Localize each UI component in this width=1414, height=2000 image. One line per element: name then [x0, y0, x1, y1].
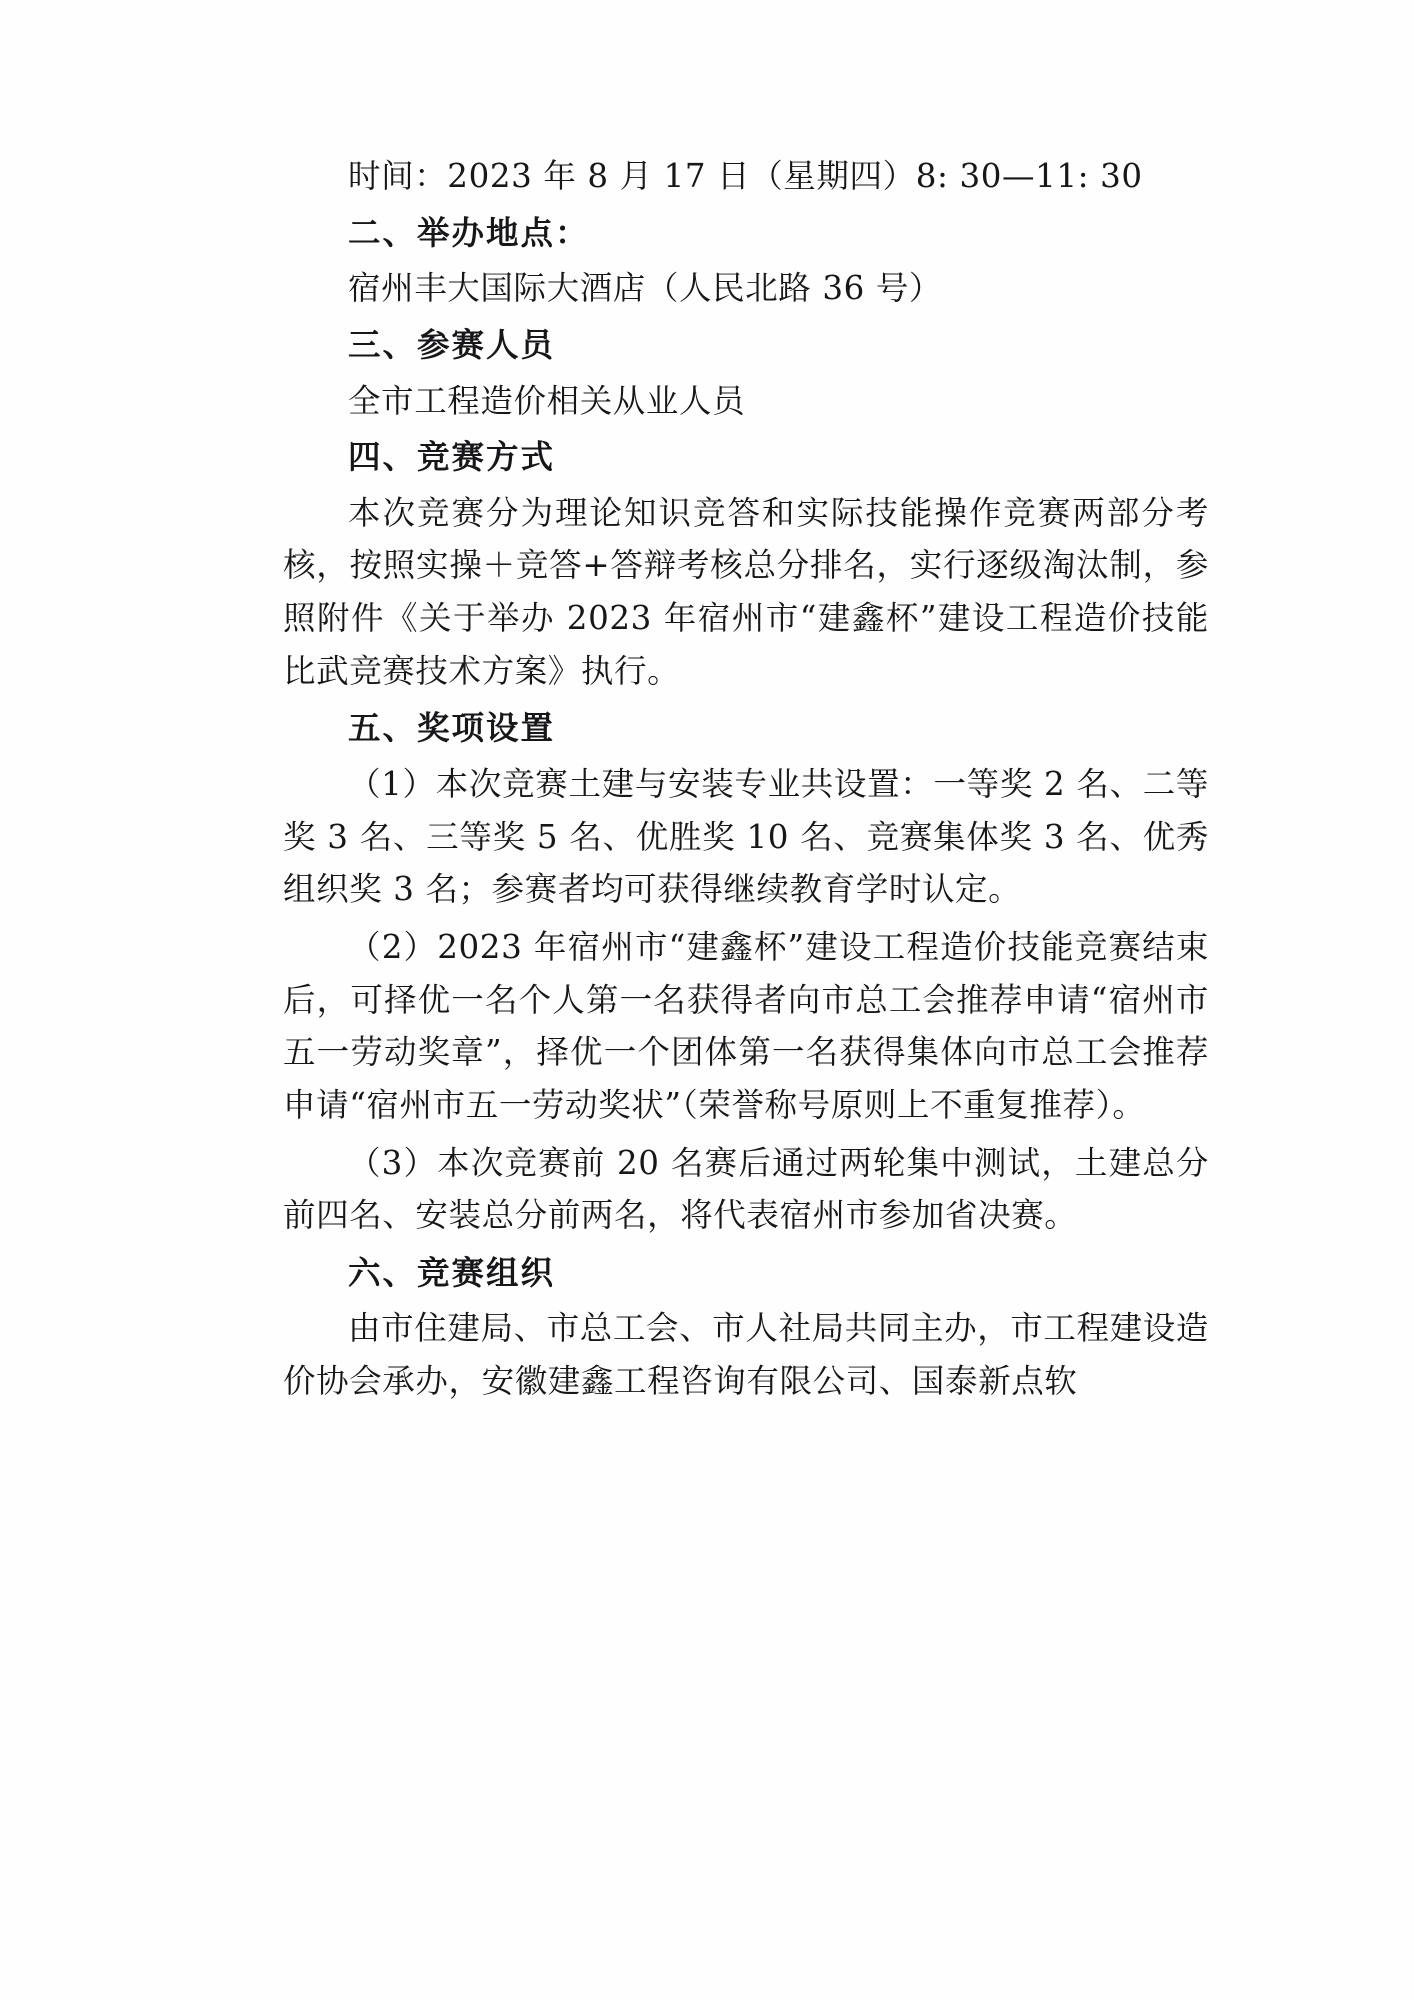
award-item-2: （2）2023 年宿州市“建鑫杯”建设工程造价技能竞赛结束后，可择优一名个人第一名获得者向市总工会推荐申请“宿州市五一劳动奖章”，择优一个团体第一名获得集体向市总工会推荐申请“宿州市五一劳动奖状”（荣誉称号原则上不重复推荐）。: [283, 927, 1209, 1124]
section-heading-participants: 三、参赛人员: [348, 324, 556, 364]
venue-text: 宿州丰大国际大酒店（人民北路 36 号）: [348, 269, 943, 308]
section-heading-method: 四、竞赛方式: [348, 437, 556, 477]
section-heading-organization: 六、竞赛组织: [348, 1252, 556, 1292]
award-item-3: （3）本次竞赛前 20 名赛后通过两轮集中测试，土建总分前四名、安装总分前两名，将代表宿州市参加省决赛。: [283, 1143, 1209, 1235]
participants-text: 全市工程造价相关从业人员: [348, 381, 746, 420]
section-heading-awards: 五、奖项设置: [348, 708, 556, 748]
document-body: [283, 150, 1209, 1408]
organization-paragraph: 由市住建局、市总工会、市人社局共同主办，市工程建设造价协会承办，安徽建鑫工程咨询有限公司、国泰新点软: [283, 1309, 1209, 1401]
event-time-line: 时间：2023 年 8 月 17 日（星期四）8: 30—11: 30: [348, 157, 1143, 195]
method-paragraph: 本次竞赛分为理论知识竞答和实际技能操作竞赛两部分考核，按照实操＋竞答+答辩考核总分排名，实行逐级淘汰制，参照附件《关于举办 2023 年宿州市“建鑫杯”建设工程造价技能比武竞赛技术方案》执行。: [283, 493, 1209, 690]
section-heading-venue: 二、举办地点：: [348, 212, 590, 252]
award-item-1: （1）本次竞赛土建与安装专业共设置：一等奖 2 名、二等奖 3 名、三等奖 5 名、优胜奖 10 名、竞赛集体奖 3 名、优秀组织奖 3 名；参赛者均可获得继续教育学时认定。: [283, 765, 1209, 909]
